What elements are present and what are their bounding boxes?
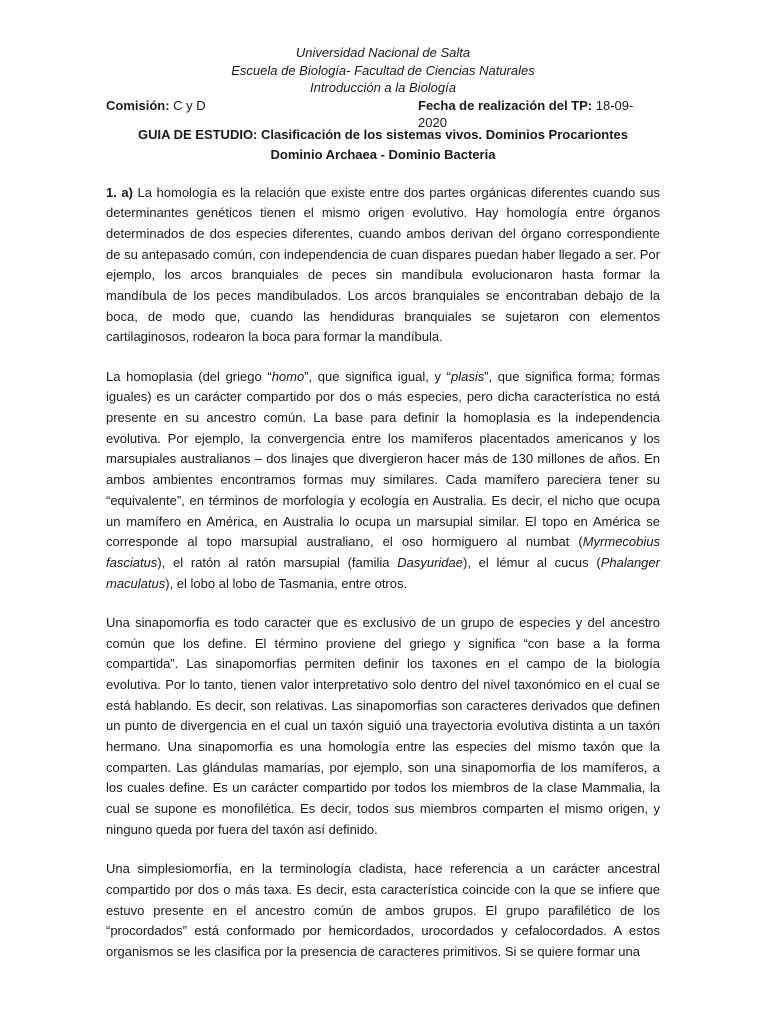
course-name: Introducción a la Biología (310, 80, 456, 95)
document-page (106, 44, 660, 963)
text-run: ), el lémur al cucus ( (463, 554, 601, 570)
family-name: Dasyuridae (397, 554, 463, 570)
university-name: Universidad Nacional de Salta (295, 45, 471, 60)
text-run: ”, que significa igual, y “ (304, 368, 451, 384)
text-run: ”, que significa forma; formas iguales) es un carácter compartido por dos o más especies, pero dicha característica no está presente en su ancestro común. La base para definir la homoplasia es la independencia evolutiva. Por ejemplo, la convergencia entre los mamíferos placentados americanos y los marsupiales australianos – dos linajes que divergieron hacer más de 130 millones de años. En ambos ambientes encontramos formas muy similares. Cada mamífero pareciera tener su “equivalente”, en términos de morfología y ecología en Australia. Es decir, el nicho que ocupa un mamífero en América, en Australia lo ocupa un marsupial similar. El topo en América se corresponde al topo marsupial australiano, el oso hormiguero al numbat ( (106, 368, 660, 550)
commission-label: Comisión: (106, 97, 170, 113)
text-run: ), el ratón al ratón marsupial (familia (157, 554, 398, 570)
meta-row (106, 97, 660, 130)
species-name: Phalanger maculatus (106, 554, 660, 591)
date-label: Fecha de realización del TP: (418, 97, 593, 113)
text-run: ), el lobo al lobo de Tasmania, entre otros. (165, 575, 408, 591)
date-value: 18-09-2020 (418, 97, 634, 130)
text-run: La homoplasia (del griego “ (106, 368, 272, 384)
question-number: 1. a) (106, 184, 133, 200)
document-title: GUIA DE ESTUDIO: Clasificación de los sistemas vivos. Dominios Procariontes Dominio Archaea - Dominio Bacteria (137, 126, 629, 162)
paragraph-homoplasia (106, 367, 660, 595)
paragraph-simplesiomorfia: Una simplesiomorfía, en la terminología cladista, hace referencia a un carácter ancestral compartido por dos o más taxa. Es decir, esta característica coincide con la que se infiere que estuvo presente en el ancestro común de ambos grupos. El grupo parafilético de los “procordados” está conformado por hemicordados, urocordados y cefalocordados. A estos organismos se les clasifica por la presencia de caracteres primitivos. Si se quiere formar una (106, 861, 660, 959)
paragraph-homologia (106, 183, 660, 349)
date (418, 97, 660, 132)
paragraph-text: La homología es la relación que existe entre dos partes orgánicas diferentes cuando sus determinantes genéticos tienen el mismo origen evolutivo. Hay homología entre órganos determinados de dos especies diferentes, cuando ambos derivan del órgano correspondiente de su antepasado común, con independencia de cuan dispares puedan haber llegado a ser. Por ejemplo, los arcos branquiales de peces sin mandíbula evolucionaron hasta formar la mandíbula de los peces mandibulados. Los arcos branquiales se encontraban debajo de la boca, de modo que, cuando las hendiduras branquiales se sujetaron con elementos cartilaginosos, rodearon la boca para formar la mandíbula. (106, 184, 660, 345)
commission-value: C y D (169, 97, 206, 113)
paragraph-sinapomorfia: Una sinapomorfia es todo caracter que es exclusivo de un grupo de especies y del ancestro común que los define. El término proviene del griego y significa “con base a la forma compartida”. Las sinapomorfias permiten definir los taxones en el campo de la biología evolutiva. Por lo tanto, tienen valor interpretativo solo dentro del nivel taxonómico en el cual se está hablando. Es decir, son relativas. Las sinapomorfias son caracteres derivados que definen un punto de divergencia en el cual un taxón siguió una trayectoria evolutiva distinta a un taxón hermano. Una sinapomorfia es una homología entre las especies del mismo taxón que la comparten. Las glándulas mamarias, por ejemplo, son una sinapomorfia de los mamíferos, a los cuales define. Es un carácter compartido por todos los miembros de la clase Mammalia, la cual se supone es monofilética. Es decir, todos sus miembros comparten el mismo origen, y ninguno queda por fuera del taxón así definido. (106, 614, 660, 837)
italic-term: homo (271, 368, 305, 384)
species-name: Myrmecobius fasciatus (106, 534, 660, 570)
commission (106, 97, 206, 115)
school-name: Escuela de Biología- Facultad de Ciencias Naturales (231, 62, 535, 78)
italic-term: plasis (450, 368, 485, 384)
